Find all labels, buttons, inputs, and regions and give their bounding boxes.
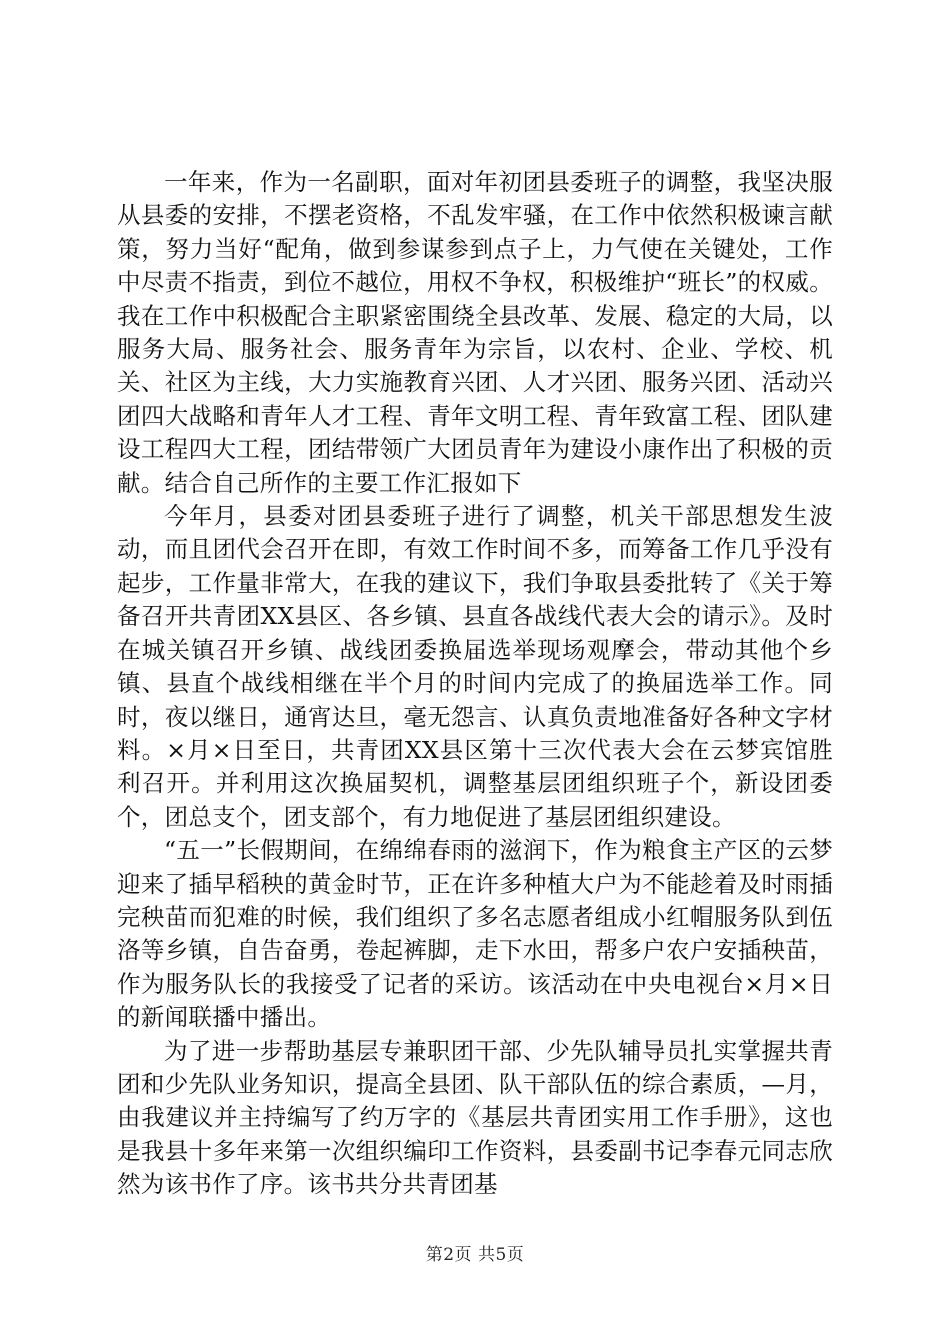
document-body: [117, 166, 833, 1202]
paragraph-4: 为了进一步帮助基层专兼职团干部、少先队辅导员扎实掌握共青团和少先队业务知识，提高全县团、队干部队伍的综合素质，—月，由我建议并主持编写了约万字的《基层共青团实用工作手册》，这也是我县十多年来第一次组织编印工作资料，县委副书记李春元同志欣然为该书作了序。该书共分共青团基: [117, 1036, 833, 1199]
paragraph-1: 一年来，作为一名副职，面对年初团县委班子的调整，我坚决服从县委的安排，不摆老资格，不乱发牢骚，在工作中依然积极谏言献策，努力当好“配角，做到参谋参到点子上，力气使在关键处，工作中尽责不指责，到位不越位，用权不争权，积极维护“班长”的权威。我在工作中积极配合主职紧密围绕全县改革、发展、稳定的大局，以服务大局、服务社会、服务青年为宗旨，以农村、企业、学校、机关、社区为主线，大力实施教育兴团、人才兴团、服务兴团、活动兴团四大战略和青年人才工程、青年文明工程、青年致富工程、团队建设工程四大工程，团结带领广大团员青年为建设小康作出了积极的贡献。结合自己所作的主要工作汇报如下: [117, 168, 833, 497]
page-number-footer: 第2页 共5页: [425, 1245, 525, 1265]
paragraph-3: “五一”长假期间，在绵绵春雨的滋润下，作为粮食主产区的云梦迎来了插早稻秧的黄金时节，正在许多种植大户为不能趁着及时雨插完秧苗而犯难的时候，我们组织了多名志愿者组成小红帽服务队到伍洛等乡镇，自告奋勇，卷起裤脚，走下水田，帮多户农户安插秧苗，作为服务队长的我接受了记者的采访。该活动在中央电视台×月×日的新闻联播中播出。: [117, 836, 833, 1032]
paragraph-2: 今年月，县委对团县委班子进行了调整，机关干部思想发生波动，而且团代会召开在即，有效工作时间不多，而筹备工作几乎没有起步，工作量非常大，在我的建议下，我们争取县委批转了《关于筹备召开共青团XX县区、各乡镇、县直各战线代表大会的请示》。及时在城关镇召开乡镇、战线团委换届选举现场观摩会，带动其他个乡镇、县直个战线相继在半个月的时间内完成了的换届选举工作。同时，夜以继日，通宵达旦，毫无怨言、认真负责地准备好各种文字材料。×月×日至日，共青团XX县区第十三次代表大会在云梦宾馆胜利召开。并利用这次换届契机，调整基层团组织班子个，新设团委个，团总支个，团支部个，有力地促进了基层团组织建设。: [117, 502, 833, 831]
